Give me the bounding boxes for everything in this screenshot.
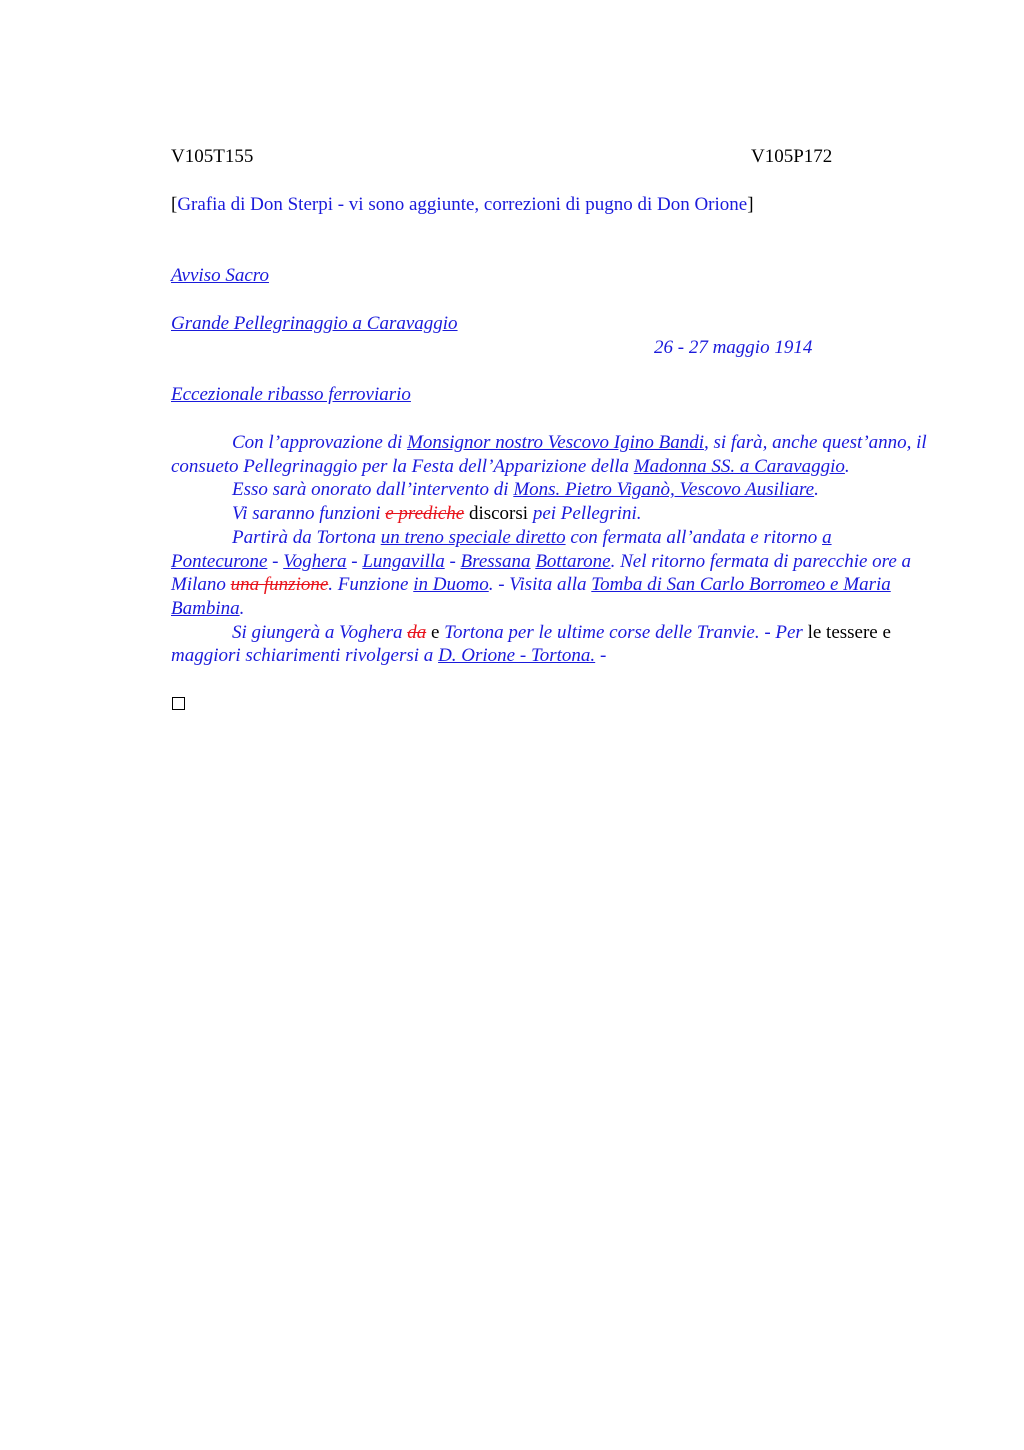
- event-date: 26 - 27 maggio 1914: [654, 337, 813, 358]
- text-segment: .: [814, 479, 819, 501]
- text-segment: Partirà da Tortona: [232, 526, 381, 548]
- text-segment: -: [346, 550, 363, 572]
- inserted-segment: e: [426, 621, 440, 643]
- square-outline-icon: [172, 697, 185, 710]
- underlined-segment: Madonna SS. a Caravaggio: [633, 455, 845, 477]
- text-segment: Vi saranno funzioni: [232, 503, 386, 525]
- heading-ribasso: Eccezionale ribasso ferroviario: [171, 384, 411, 405]
- notice-body: [171, 431, 929, 668]
- document-code-left: V105T155: [171, 146, 254, 167]
- deleted-segment: da: [407, 621, 427, 643]
- text-segment: con fermata all’andata e ritorno: [565, 526, 823, 548]
- text-segment: -: [444, 550, 461, 572]
- paragraph-intervento: [171, 478, 929, 502]
- text-segment: Esso sarà onorato dall’intervento di: [232, 479, 514, 501]
- deleted-segment: e prediche: [385, 503, 465, 525]
- heading-pellegrinaggio: Grande Pellegrinaggio a Caravaggio: [171, 313, 458, 334]
- text-segment: maggiori schiarimenti rivolgersi a: [171, 645, 439, 667]
- paragraph-approvazione: [171, 431, 929, 478]
- text-segment: , si farà, anche quest’anno, il consueto Pellegrinaggio per la Festa dell’Apparizione della: [171, 432, 927, 477]
- text-segment: -: [595, 645, 607, 667]
- underlined-segment: Bressana: [460, 550, 531, 572]
- underlined-segment: a Pontecurone: [171, 526, 832, 572]
- paragraph-rientro: [171, 621, 929, 668]
- text-segment: . - Visita alla: [488, 574, 592, 596]
- text-segment: . Funzione: [328, 574, 414, 596]
- underlined-segment: Bottarone: [535, 550, 611, 572]
- text-segment: Tortona per le ultime corse delle Tranvie. - Per: [439, 621, 803, 643]
- text-segment: .: [239, 597, 245, 619]
- text-segment: pei Pellegrini.: [528, 503, 642, 525]
- note-close-bracket: ]: [747, 194, 754, 215]
- paragraph-funzioni: [171, 502, 929, 526]
- paragraph-treno: [171, 526, 929, 621]
- note-text: Grafia di Don Sterpi - vi sono aggiunte, correzioni di pugno di Don Orione: [177, 194, 748, 215]
- underlined-segment: Monsignor nostro Vescovo Igino Bandi: [407, 432, 704, 453]
- underlined-segment: Lungavilla: [362, 550, 445, 572]
- underlined-segment: D. Orione - Tortona.: [438, 645, 596, 667]
- underlined-segment: in Duomo: [413, 574, 489, 596]
- text-segment: . Nel ritorno fermata di parecchie ore a Milano: [171, 550, 912, 596]
- text-segment: Si giungerà a Voghera: [232, 621, 408, 643]
- underlined-segment: Voghera: [283, 550, 347, 572]
- note-open-bracket: [: [171, 194, 178, 215]
- document-code-right: V105P172: [751, 146, 833, 167]
- heading-avviso-sacro: Avviso Sacro: [171, 265, 269, 286]
- underlined-segment: Tomba di San Carlo Borromeo e Maria Bambina: [171, 574, 891, 619]
- inserted-segment: le tessere e: [802, 621, 891, 643]
- editorial-note: [171, 194, 754, 216]
- inserted-segment: discorsi: [464, 503, 529, 525]
- text-segment: .: [844, 455, 850, 477]
- underlined-segment: un treno speciale diretto: [380, 526, 566, 548]
- deleted-segment: una funzione: [230, 574, 329, 596]
- text-segment: Con l’approvazione di: [232, 432, 408, 453]
- text-segment: -: [267, 550, 284, 572]
- underlined-segment: Mons. Pietro Viganò, Vescovo Ausiliare: [513, 479, 815, 501]
